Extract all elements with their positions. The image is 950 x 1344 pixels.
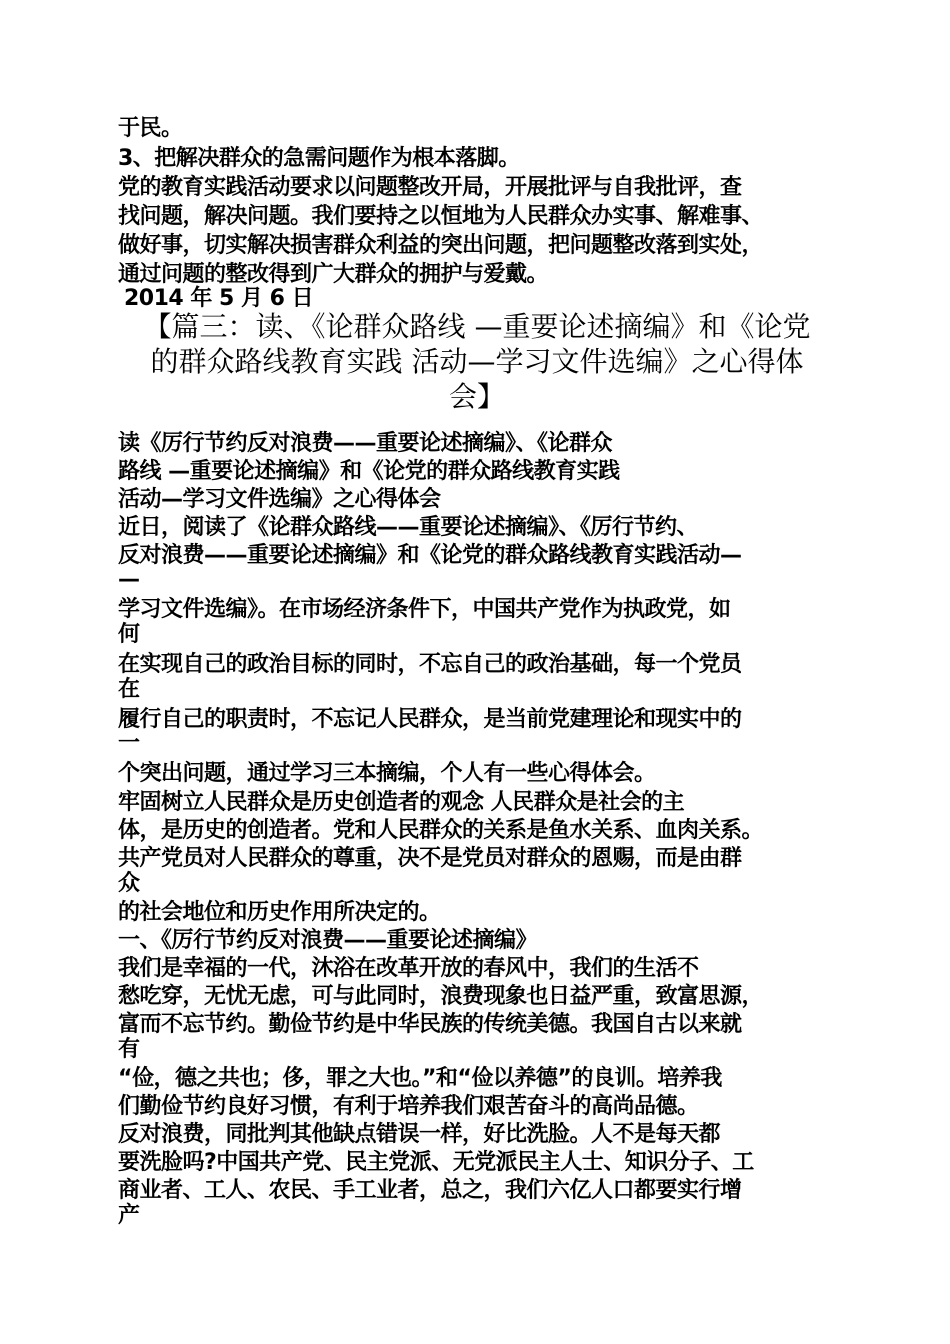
- text-line: 找问题，解决问题。我们要持之以恒地为人民群众办实事、解难事、: [118, 204, 764, 229]
- section-title: 【篇三：读、《论群众路线 —重要论述摘编》和《论党: [143, 310, 811, 343]
- text-line: 通过问题的整改得到广大群众的拥护与爱戴。: [118, 262, 549, 287]
- date-line: 2014 年 5 月 6 日: [124, 286, 314, 311]
- text-line: 一、《厉行节约反对浪费——重要论述摘编》: [118, 928, 538, 953]
- text-line: 学习文件选编》。在市场经济条件下，中国共产党作为执政党，如: [118, 597, 731, 622]
- text-line: 们勤俭节约良好习惯，有利于培养我们艰苦奋斗的高尚品德。: [118, 1094, 699, 1119]
- text-line: 做好事，切实解决损害群众利益的突出问题，把问题整改落到实处，: [118, 233, 764, 258]
- text-line: 反对浪费——重要论述摘编》和《论党的群众路线教育实践活动—: [118, 543, 742, 568]
- text-line: 读《厉行节约反对浪费——重要论述摘编》、《论群众: [118, 431, 613, 456]
- text-line: 共产党员对人民群众的尊重，决不是党员对群众的恩赐，而是由群: [118, 846, 742, 871]
- text-line: 愁吃穿，无忧无虑，可与此同时，浪费现象也日益严重，致富思源，: [118, 984, 764, 1009]
- text-line: —: [118, 567, 140, 592]
- text-line: 在实现自己的政治目标的同时，不忘自己的政治基础，每一个党员: [118, 652, 742, 677]
- text-line: 活动—学习文件选编》之心得体会: [118, 487, 441, 512]
- text-line: 近日，阅读了《论群众路线——重要论述摘编》、《厉行节约、: [118, 515, 699, 540]
- text-line: 的社会地位和历史作用所决定的。: [118, 900, 441, 925]
- text-line: 一: [118, 731, 140, 756]
- text-line: 党的教育实践活动要求以问题整改开局，开展批评与自我批评，查: [118, 175, 742, 200]
- text-line: 富而不忘节约。勤俭节约是中华民族的传统美德。我国自古以来就: [118, 1012, 742, 1037]
- text-line: 商业者、工人、农民、手工业者，总之，我们六亿人口都要实行增: [118, 1178, 742, 1203]
- text-line: 于民。: [118, 116, 183, 141]
- text-line: 3、把解决群众的急需问题作为根本落脚。: [118, 146, 520, 171]
- text-line: 我们是幸福的一代，沐浴在改革开放的春风中，我们的生活不: [118, 956, 699, 981]
- text-line: 要洗脸吗?中国共产党、民主党派、无党派民主人士、知识分子、工: [118, 1150, 754, 1175]
- section-title: 会】: [448, 380, 505, 413]
- text-line: 反对浪费，同批判其他缺点错误一样，好比洗脸。人不是每天都: [118, 1122, 721, 1147]
- text-line: 个突出问题，通过学习三本摘编，个人有一些心得体会。: [118, 761, 656, 786]
- text-line: 有: [118, 1037, 140, 1062]
- text-line: 何: [118, 622, 140, 647]
- section-title: 的群众路线教育实践 活动—学习文件选编》之心得体: [150, 345, 804, 378]
- text-line: 众: [118, 871, 140, 896]
- text-line: 产: [118, 1203, 140, 1228]
- text-line: 路线 —重要论述摘编》和《论党的群众路线教育实践: [118, 459, 620, 484]
- text-line: 体，是历史的创造者。党和人民群众的关系是鱼水关系、血肉关系。: [118, 818, 764, 843]
- text-line: 履行自己的职责时，不忘记人民群众，是当前党建理论和现实中的: [118, 707, 742, 732]
- text-line: 在: [118, 677, 140, 702]
- text-line: 牢固树立人民群众是历史创造者的观念 人民群众是社会的主: [118, 790, 685, 815]
- text-line: “俭，德之共也；侈，罪之大也。”和“俭以养德”的良训。培养我: [118, 1066, 722, 1091]
